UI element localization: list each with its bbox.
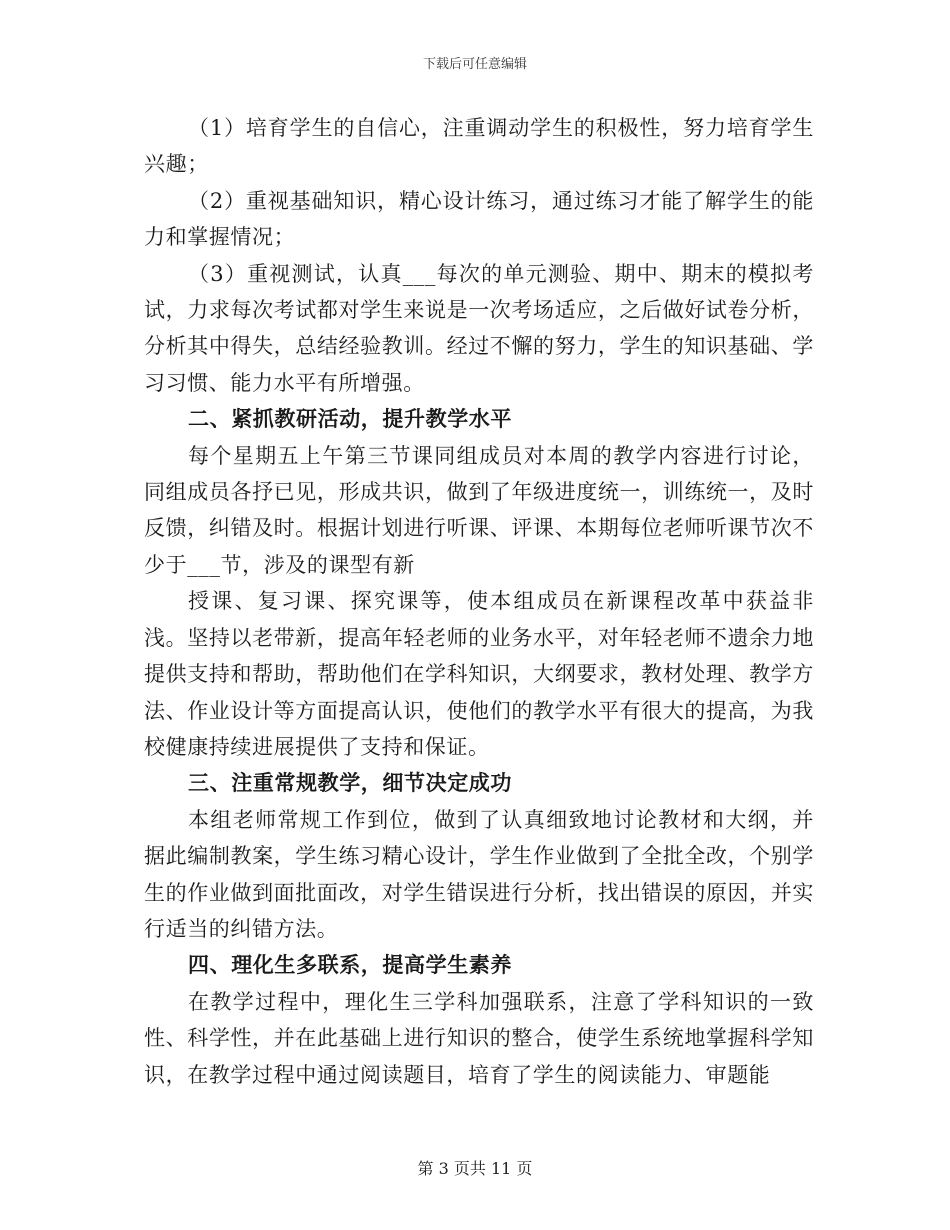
paragraph-section-4: 在教学过程中，理化生三学科加强联系，注意了学科知识的一致性、科学性，并在此基础上进行知识的整合，使学生系统地掌握科学知识，在教学过程中通过阅读题目，培育了学生的阅读能力、审题能 bbox=[144, 989, 814, 1087]
paragraph-section-2-a: 每个星期五上午第三节课同组成员对本周的教学内容进行讨论，同组成员各抒已见，形成共识，做到了年级进度统一，训练统一，及时反馈，纠错及时。根据计划进行听课、评课、本期每位老师听课节次不少于___节，涉及的课型有新 bbox=[144, 443, 814, 577]
paragraph-item-2: （2）重视基础知识，精心设计练习，通过练习才能了解学生的能力和掌握情况； bbox=[144, 188, 814, 250]
paragraph-section-2-b: 授课、复习课、探究课等，使本组成员在新课程改革中获益非浅。坚持以老带新，提高年轻老师的业务水平，对年轻老师不遗余力地提供支持和帮助，帮助他们在学科知识，大纲要求，教材处理、教学方法、作业设计等方面提高认识，使他们的教学水平有很大的提高，为我校健康持续进展提供了支持和保证。 bbox=[144, 589, 814, 759]
page-footer: 第 3 页共 11 页 bbox=[417, 1159, 533, 1178]
paragraph-item-3: （3）重视测试，认真___每次的单元测验、期中、期末的模拟考试，力求每次考试都对学生来说是一次考场适应，之后做好试卷分析，分析其中得失，总结经验教训。经过不懈的努力，学生的知识基础、学习习惯、能力水平有所增强。 bbox=[144, 261, 814, 395]
paragraph-item-1: （1）培育学生的自信心，注重调动学生的积极性，努力培育学生兴趣； bbox=[144, 116, 814, 177]
section-heading-3: 三、注重常规教学，细节决定成功 bbox=[188, 770, 512, 796]
section-heading-2: 二、紧抓教研活动，提升教学水平 bbox=[188, 406, 512, 432]
paragraph-section-3: 本组老师常规工作到位，做到了认真细致地讨论教材和大纲，并据此编制教案，学生练习精心设计，学生作业做到了全批全改，个别学生的作业做到面批面改，对学生错误进行分析，找出错误的原因，并实行适当的纠错方法。 bbox=[144, 807, 814, 941]
page-header: 下载后可任意编辑 bbox=[422, 57, 527, 72]
document-body bbox=[144, 110, 814, 1093]
section-heading-4: 四、理化生多联系，提高学生素养 bbox=[188, 952, 512, 978]
